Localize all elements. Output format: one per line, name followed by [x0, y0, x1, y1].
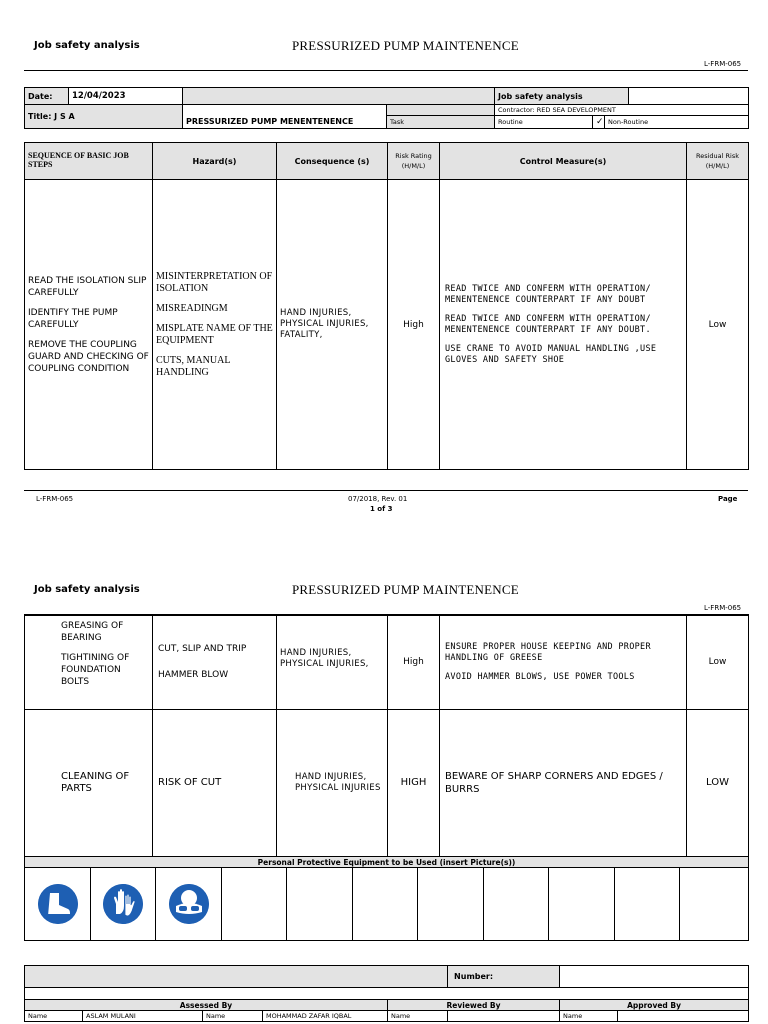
col-consequence: Consequence (s) — [277, 143, 388, 180]
page-2-title: PRESSURIZED PUMP MAINTENENCE — [292, 582, 519, 597]
routine-checkbox[interactable]: ✓ — [593, 116, 605, 129]
page-1-header-rule — [24, 70, 748, 71]
footer-page-of: 1 of 3 — [370, 505, 393, 513]
name-label: Name — [25, 1011, 83, 1022]
hazard-item: MISREADINGM — [156, 302, 228, 314]
residual-cell: Low — [687, 180, 749, 470]
controls-cell: BEWARE OF SHARP CORNERS AND EDGES / BURRS — [440, 709, 687, 857]
task-blank — [387, 105, 495, 116]
footer-page-label: Page — [718, 495, 738, 503]
safety-gloves-icon — [103, 884, 143, 924]
col-residual — [687, 143, 749, 180]
control-item: ENSURE PROPER HOUSE KEEPING AND PROPER HANDLING OF GREESE — [445, 641, 651, 663]
control-item: READ TWICE AND CONFERM WITH OPERATION/ MENENTENENCE COUNTERPART IF ANY DOUBT. — [445, 313, 651, 335]
page-1-footer-rule — [24, 490, 748, 491]
consequence-cell: HAND INJURIES, PHYSICAL INJURIES, — [277, 615, 388, 709]
consequence-cell: HAND INJURIES, PHYSICAL INJURIES — [277, 709, 388, 857]
job-title: PRESSURIZED PUMP MENENTENENCE — [183, 105, 387, 129]
assessor-name-2: MOHAMMAD ZAFAR IQBAL — [263, 1011, 388, 1022]
hazard-item: CUTS, MANUAL HANDLING — [156, 354, 231, 378]
risk-cell: High — [388, 180, 440, 470]
ppe-cell-empty — [287, 868, 353, 941]
risk-cell: HIGH — [388, 709, 440, 857]
table-row — [25, 615, 749, 709]
step-item: GREASING OF BEARING — [61, 621, 124, 643]
name-label: Name — [203, 1011, 263, 1022]
page-2-jsa-table — [24, 614, 749, 858]
safety-boot-icon — [38, 884, 78, 924]
table-row — [25, 180, 749, 470]
approved-by-label: Approved By — [560, 1000, 749, 1011]
assessor-name-1: ASLAM MULANI — [83, 1011, 203, 1022]
col-hazard: Hazard(s) — [153, 143, 277, 180]
name-label: Name — [388, 1011, 448, 1022]
col-sequence: SEQUENCE OF BASIC JOB STEPS — [25, 143, 153, 180]
col-residual-label: Residual Risk — [696, 152, 739, 160]
steps-cell: CLEANING OF PARTS — [25, 709, 153, 857]
footer-revision: 07/2018, Rev. 01 — [348, 495, 408, 503]
ppe-cell-empty — [418, 868, 484, 941]
routine-label: Routine — [495, 116, 593, 129]
info-blank-shade — [183, 88, 495, 105]
contractor: Contractor: RED SEA DEVELOPMENT — [495, 105, 749, 116]
ppe-cell-empty — [484, 868, 549, 941]
date-value: 12/04/2023 — [69, 88, 183, 105]
residual-cell: Low — [687, 615, 749, 709]
number-blank — [25, 966, 448, 988]
hazard-item: MISINTERPRETATION OF ISOLATION — [156, 270, 273, 294]
col-risk-rating — [388, 143, 440, 180]
ppe-cell-empty — [353, 868, 418, 941]
col-residual-scale: (H/M/L) — [705, 162, 730, 170]
hazard-item: MISPLATE NAME OF THE EQUIPMENT — [156, 322, 273, 346]
jsa-label: Job safety analysis — [495, 88, 629, 105]
step-item: IDENTIFY THE PUMP CAREFULLY — [28, 307, 118, 330]
hazard-item: CUT, SLIP AND TRIP — [158, 644, 247, 655]
safety-goggles-icon — [169, 884, 209, 924]
control-item: AVOID HAMMER BLOWS, USE POWER TOOLS — [445, 671, 635, 682]
step-item: REMOVE THE COUPLING GUARD AND CHECKING OF COUPLING CONDITION — [28, 339, 149, 374]
page-2-header-label: Job safety analysis — [34, 584, 140, 595]
page-1-header-label: Job safety analysis — [34, 40, 140, 51]
approval-spacer — [25, 988, 749, 1000]
ppe-title: Personal Protective Equipment to be Used (insert Picture(s)) — [25, 857, 749, 868]
ppe-cell-empty — [680, 868, 749, 941]
controls-cell — [440, 180, 687, 470]
ppe-table — [24, 856, 749, 941]
hazards-cell: RISK OF CUT — [153, 709, 277, 857]
controls-cell — [440, 615, 687, 709]
assessed-by-label: Assessed By — [25, 1000, 388, 1011]
approver-name — [618, 1011, 749, 1022]
steps-cell — [25, 615, 153, 709]
page-1-info-table — [24, 87, 749, 129]
col-risk-rating-label: Risk Rating — [395, 152, 432, 160]
task-label: Task — [387, 116, 495, 129]
name-label: Name — [560, 1011, 618, 1022]
ppe-cell — [156, 868, 222, 941]
date-label: Date: — [25, 88, 69, 105]
ppe-cell-empty — [615, 868, 680, 941]
control-item: USE CRANE TO AVOID MANUAL HANDLING ,USE GLOVES AND SAFETY SHOE — [445, 343, 657, 365]
control-item: READ TWICE AND CONFERM WITH OPERATION/ MENENTENENCE COUNTERPART IF ANY DOUBT — [445, 283, 651, 305]
step-item: TIGHTINING OF FOUNDATION BOLTS — [61, 653, 130, 687]
ppe-cell-empty — [222, 868, 287, 941]
ppe-cell — [25, 868, 91, 941]
consequence-cell: HAND INJURIES, PHYSICAL INJURIES, FATALITY, — [277, 180, 388, 470]
steps-cell — [25, 180, 153, 470]
jsa-value — [629, 88, 749, 105]
non-routine-label: Non-Routine — [605, 116, 749, 129]
table-row — [25, 709, 749, 857]
ppe-cell-empty — [549, 868, 615, 941]
reviewed-by-label: Reviewed By — [388, 1000, 560, 1011]
hazard-item: HAMMER BLOW — [158, 670, 229, 681]
title-label: Title: J S A — [25, 105, 183, 129]
approval-table — [24, 965, 749, 1022]
number-label: Number: — [448, 966, 560, 988]
hazards-cell — [153, 180, 277, 470]
page-2-form-code: L-FRM-065 — [704, 604, 742, 612]
number-value[interactable] — [560, 966, 749, 988]
col-control: Control Measure(s) — [440, 143, 687, 180]
ppe-cell — [91, 868, 156, 941]
page-1-jsa-table — [24, 142, 749, 470]
footer-code: L-FRM-065 — [36, 495, 74, 503]
residual-cell: LOW — [687, 709, 749, 857]
col-risk-rating-scale: (H/M/L) — [401, 162, 426, 170]
hazards-cell — [153, 615, 277, 709]
page-1-form-code: L-FRM-065 — [704, 60, 742, 68]
risk-cell: High — [388, 615, 440, 709]
page-1-title: PRESSURIZED PUMP MAINTENENCE — [292, 38, 519, 53]
step-item: READ THE ISOLATION SLIP CAREFULLY — [28, 275, 147, 298]
reviewer-name — [448, 1011, 560, 1022]
